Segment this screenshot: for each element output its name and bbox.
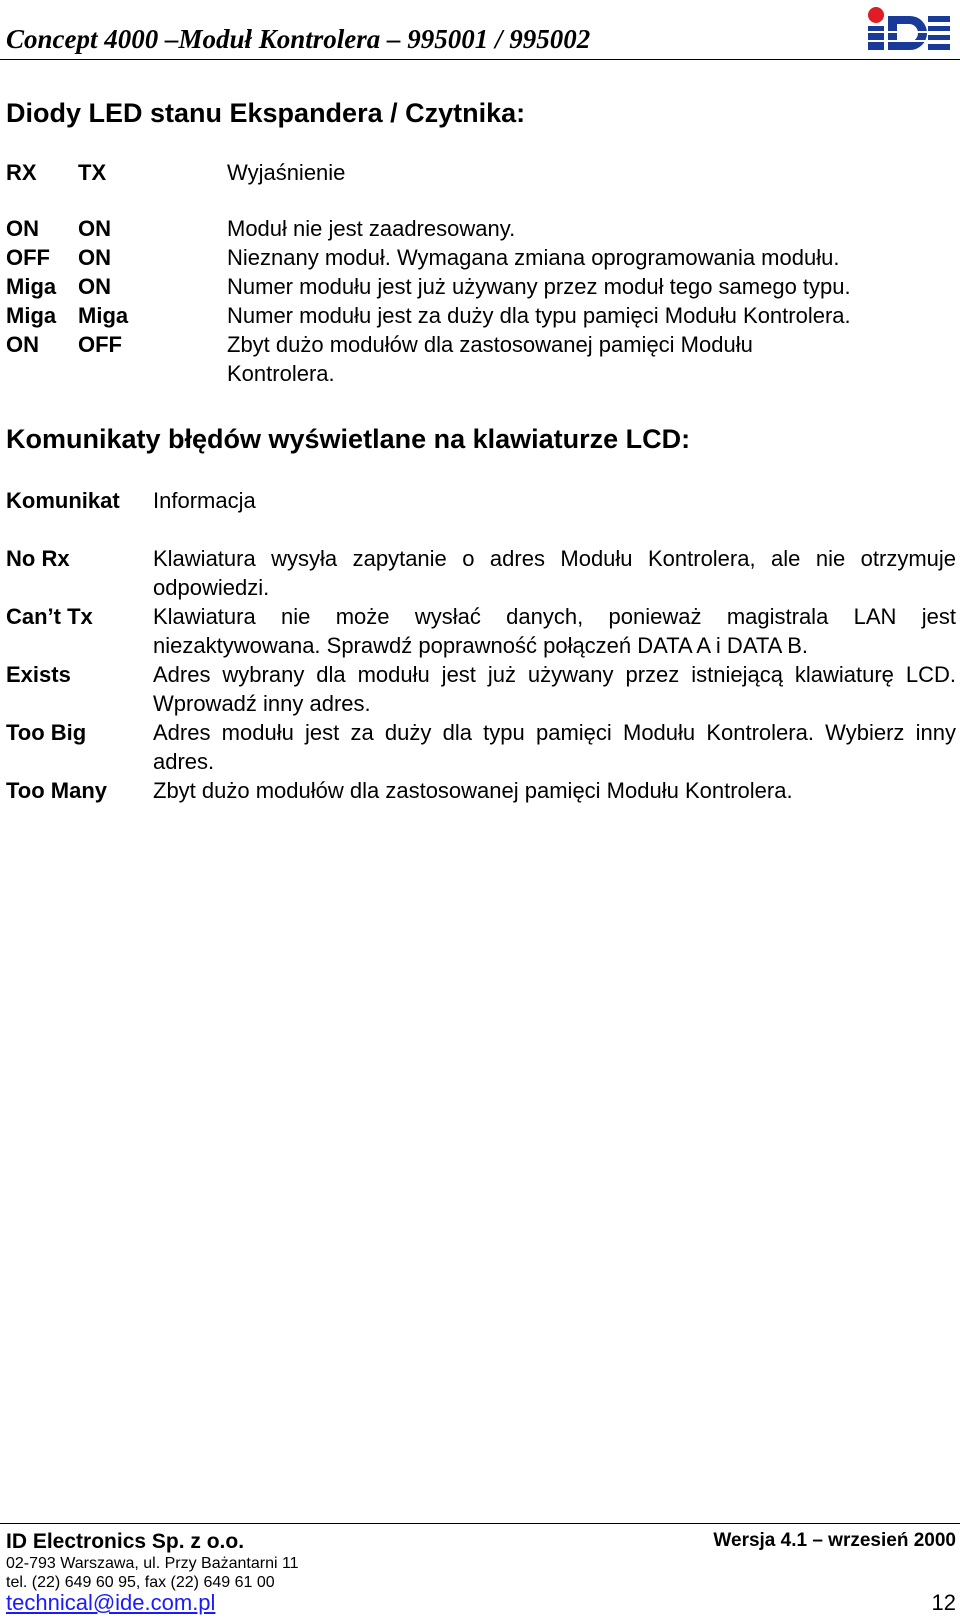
led-col-rx-header: RX [6,160,37,185]
led-row-rx: ON [6,332,39,357]
led-row-desc: Moduł nie jest zaadresowany. [227,216,516,241]
led-section-heading: Diody LED stanu Ekspandera / Czytnika: [6,98,526,128]
ide-logo [864,4,950,52]
lcd-row-info: Klawiatura wysyła zapytanie o adres Modułu Kontrolera, ale nie otrzymuje odpowiedzi. [153,546,956,600]
lcd-row-msg: Too Big [6,720,87,745]
footer-email-link[interactable]: technical@ide.com.pl [6,1590,216,1615]
lcd-row-info: Klawiatura nie może wysłać danych, ponieważ magistrala LAN jest niezaktywowana. Sprawdź poprawność połączeń DATA A i DATA B. [153,604,956,658]
led-row-desc: Numer modułu jest za duży dla typu pamięci Modułu Kontrolera. [227,303,851,328]
led-col-desc-header: Wyjaśnienie [227,160,346,185]
lcd-row-msg: Can’t Tx [6,604,93,629]
footer-address: 02-793 Warszawa, ul. Przy Bażantarni 11 [6,1555,299,1572]
lcd-section-heading: Komunikaty błędów wyświetlane na klawiaturze LCD: [6,424,691,454]
footer-version: Wersja 4.1 – wrzesień 2000 [713,1530,956,1551]
led-row-rx: OFF [6,245,50,270]
lcd-col-info-header: Informacja [153,488,256,513]
lcd-col-msg-header: Komunikat [6,488,120,513]
led-row-tx: Miga [78,303,129,328]
led-row-tx: ON [78,245,111,270]
led-row-rx: Miga [6,303,57,328]
led-row-desc: Numer modułu jest już używany przez moduł tego samego typu. [227,274,851,299]
lcd-row-msg: No Rx [6,546,70,571]
lcd-row-msg: Too Many [6,778,108,803]
led-row-rx: Miga [6,274,57,299]
ide-logo-icon [864,4,950,52]
lcd-row-info: Adres wybrany dla modułu jest już używany przez istniejącą klawiaturę LCD. Wprowadź inny adres. [153,662,956,716]
page-number: 12 [931,1590,956,1615]
led-row-rx: ON [6,216,39,241]
page-header-title: Concept 4000 –Moduł Kontrolera – 995001 / 995002 [6,24,591,54]
led-row-desc: Zbyt dużo modułów dla zastosowanej pamięci Modułu Kontrolera. [227,332,753,386]
led-row-tx: ON [78,274,111,299]
led-col-tx-header: TX [78,160,107,185]
header-divider [0,59,960,60]
lcd-row-info: Adres modułu jest za duży dla typu pamięci Modułu Kontrolera. Wybierz inny adres. [153,720,956,774]
lcd-row-info: Zbyt dużo modułów dla zastosowanej pamięci Modułu Kontrolera. [153,778,793,803]
footer-phone: tel. (22) 649 60 95, fax (22) 649 61 00 [6,1574,275,1591]
led-row-tx: OFF [78,332,122,357]
led-row-desc: Nieznany moduł. Wymagana zmiana oprogramowania modułu. [227,245,840,270]
lcd-row-msg: Exists [6,662,71,687]
footer-divider [0,1523,960,1524]
led-row-tx: ON [78,216,111,241]
footer-company: ID Electronics Sp. z o.o. [6,1530,245,1553]
